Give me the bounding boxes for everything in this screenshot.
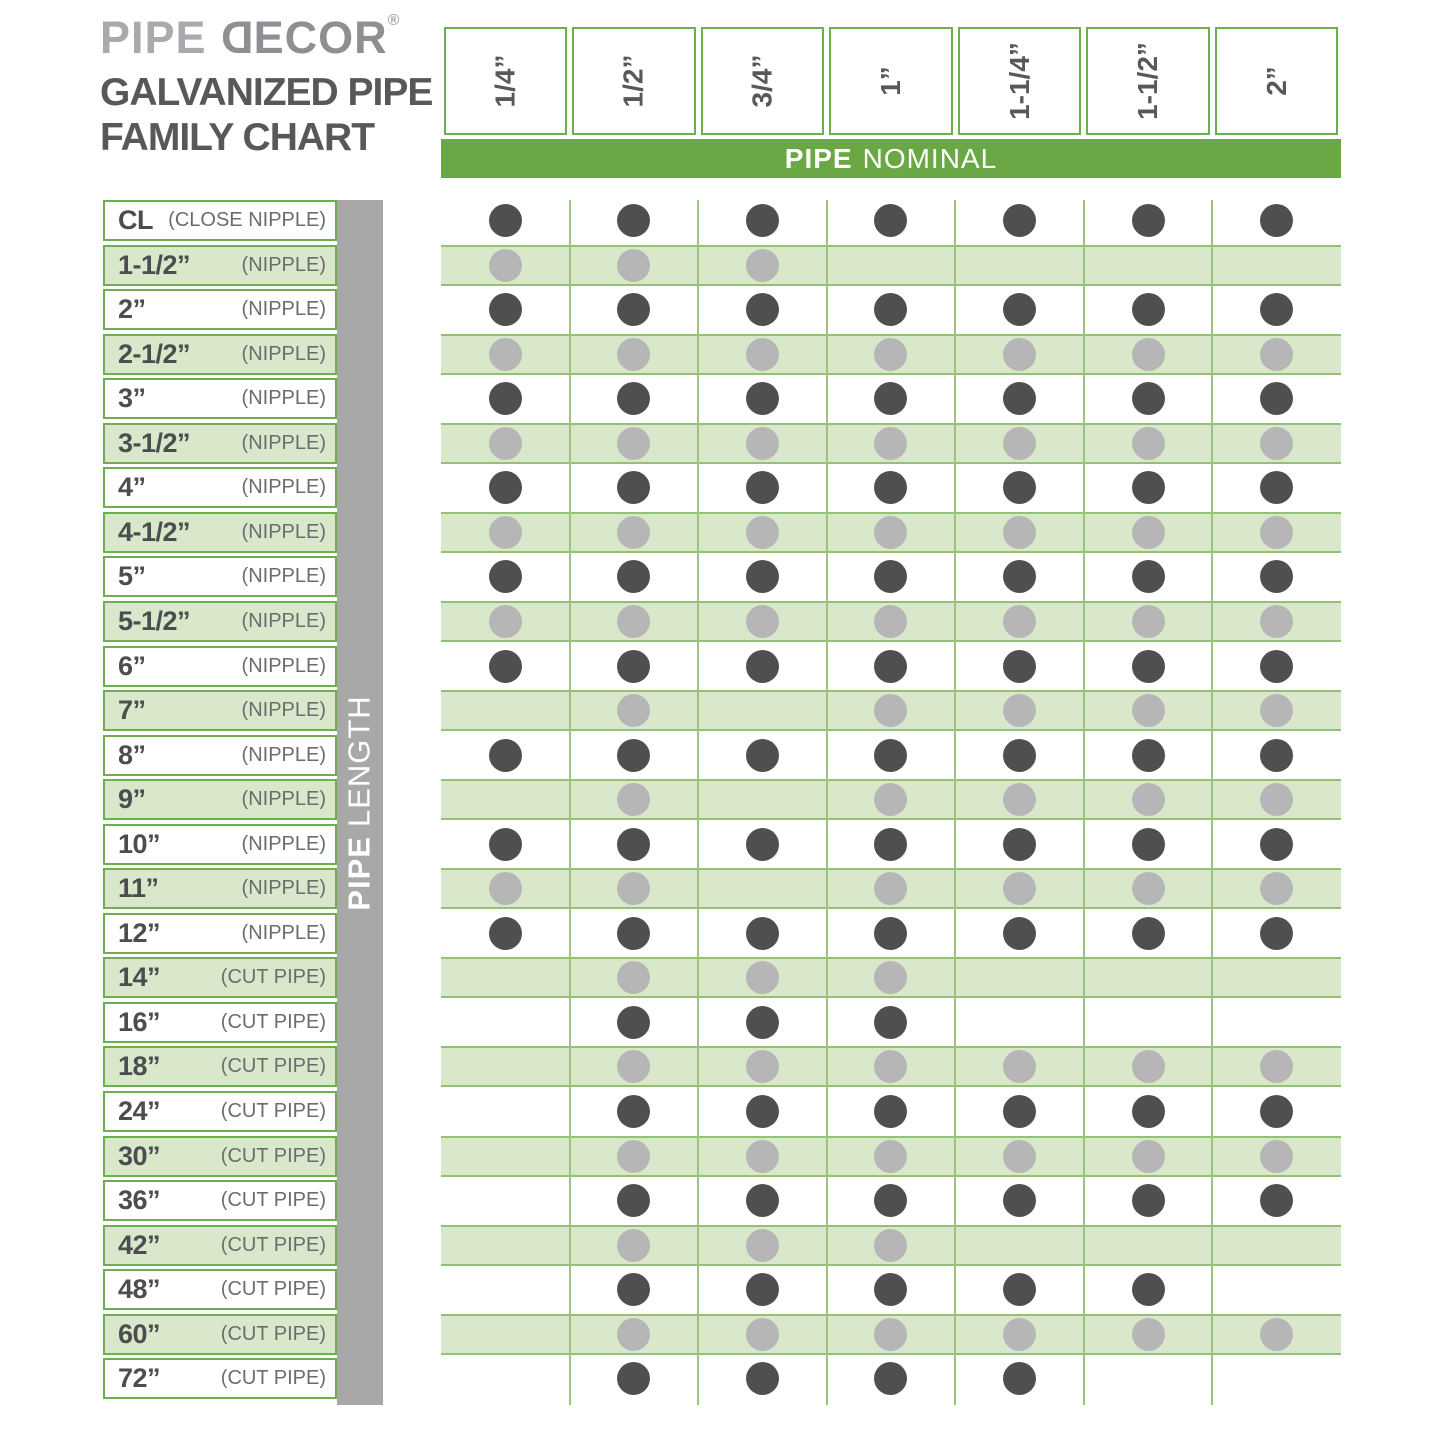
row-length: 3”	[118, 383, 146, 414]
availability-dot	[1260, 338, 1293, 371]
availability-dot	[1132, 1184, 1165, 1217]
availability-dot	[1132, 204, 1165, 237]
row-label-48in	[103, 1269, 337, 1310]
row-length: 6”	[118, 650, 146, 681]
row-kind: (NIPPLE)	[241, 788, 326, 811]
row-label-3in	[103, 378, 337, 419]
availability-dot	[489, 828, 522, 861]
row-kind: (CUT PIPE)	[220, 1233, 326, 1256]
row-kind: (NIPPLE)	[241, 609, 326, 632]
column-separator-line	[954, 200, 956, 1405]
availability-dot	[617, 516, 650, 549]
availability-dot	[1132, 1050, 1165, 1083]
column-header-label: 3/4”	[746, 54, 778, 108]
pipe-length-regular: LENGTH	[342, 694, 377, 827]
availability-dot	[617, 560, 650, 593]
availability-dot	[874, 828, 907, 861]
column-separator-line	[697, 200, 699, 1405]
availability-dot	[1260, 427, 1293, 460]
row-label-7in	[103, 690, 337, 731]
availability-dot	[1132, 739, 1165, 772]
column-header-3	[701, 27, 825, 135]
availability-dot	[1260, 382, 1293, 415]
row-label-5-1/2in	[103, 601, 337, 642]
availability-dot	[746, 204, 779, 237]
availability-dot	[874, 917, 907, 950]
availability-dot	[617, 1095, 650, 1128]
availability-dot	[1132, 605, 1165, 638]
row-length: 3-1/2”	[118, 427, 191, 458]
availability-dot	[1132, 293, 1165, 326]
availability-dot	[874, 1140, 907, 1173]
row-kind: (CUT PIPE)	[220, 1144, 326, 1167]
row-length: 36”	[118, 1185, 161, 1216]
pipe-length-label	[337, 200, 383, 1405]
row-length: 48”	[118, 1274, 161, 1305]
availability-dot	[1003, 427, 1036, 460]
availability-dot	[1003, 382, 1036, 415]
availability-dot	[617, 1362, 650, 1395]
availability-dot	[1260, 471, 1293, 504]
availability-dot	[746, 427, 779, 460]
row-label-12in	[103, 913, 337, 954]
availability-dot	[1003, 917, 1036, 950]
row-label-14in	[103, 957, 337, 998]
availability-dot	[746, 650, 779, 683]
availability-dot	[617, 739, 650, 772]
availability-dot	[746, 471, 779, 504]
availability-dot	[874, 471, 907, 504]
availability-dot	[1003, 1362, 1036, 1395]
availability-dot	[489, 249, 522, 282]
row-label-24in	[103, 1091, 337, 1132]
availability-dot	[1260, 1095, 1293, 1128]
availability-dot	[874, 1006, 907, 1039]
availability-dot	[489, 382, 522, 415]
availability-dot	[746, 1184, 779, 1217]
row-label-42in	[103, 1225, 337, 1266]
column-header-label: 1-1/4”	[1003, 42, 1035, 120]
column-separator-line	[569, 200, 571, 1405]
row-kind: (CUT PIPE)	[220, 1367, 326, 1390]
availability-dot	[489, 293, 522, 326]
availability-dot	[1260, 1184, 1293, 1217]
availability-dot	[489, 560, 522, 593]
availability-dot	[617, 338, 650, 371]
row-kind: (CUT PIPE)	[220, 1189, 326, 1212]
availability-dot	[1132, 1318, 1165, 1351]
availability-dot	[1003, 605, 1036, 638]
row-label-2-1/2in	[103, 334, 337, 375]
brand-logo	[100, 12, 399, 64]
column-header-7	[1215, 27, 1339, 135]
column-separator-line	[1211, 200, 1213, 1405]
availability-dot	[746, 1362, 779, 1395]
row-label-36in	[103, 1180, 337, 1221]
column-header-label: 1-1/2”	[1132, 42, 1164, 120]
column-header-label: 1”	[874, 66, 906, 96]
availability-dot	[1132, 694, 1165, 727]
row-length: 14”	[118, 962, 161, 993]
row-kind: (NIPPLE)	[241, 253, 326, 276]
row-length: 30”	[118, 1140, 161, 1171]
availability-dot	[746, 516, 779, 549]
availability-dot	[489, 516, 522, 549]
row-label-5in	[103, 556, 337, 597]
row-kind: (NIPPLE)	[241, 743, 326, 766]
availability-dot	[617, 1184, 650, 1217]
row-kind: (CUT PIPE)	[220, 1322, 326, 1345]
availability-dot	[1003, 1273, 1036, 1306]
brand-logo-ecor: ECOR	[253, 12, 388, 63]
availability-dot	[489, 650, 522, 683]
page-title-line2: FAMILY CHART	[100, 116, 375, 159]
row-label-30in	[103, 1136, 337, 1177]
availability-dot	[746, 605, 779, 638]
availability-dot	[746, 1006, 779, 1039]
availability-dot	[746, 338, 779, 371]
column-header-1	[444, 27, 568, 135]
column-header-label: 2”	[1260, 66, 1292, 96]
row-label-4-1/2in	[103, 512, 337, 553]
availability-dot	[1132, 338, 1165, 371]
availability-dot	[746, 560, 779, 593]
availability-dot	[746, 293, 779, 326]
row-label-CL	[103, 200, 337, 241]
availability-dot	[1132, 560, 1165, 593]
availability-dot	[617, 1006, 650, 1039]
availability-dot	[1260, 650, 1293, 683]
availability-dot	[1132, 382, 1165, 415]
availability-dot	[1260, 917, 1293, 950]
availability-dot	[746, 382, 779, 415]
row-kind: (CUT PIPE)	[220, 1010, 326, 1033]
brand-logo-mirrored-d: D	[220, 12, 254, 63]
availability-dot	[617, 382, 650, 415]
column-header-4	[829, 27, 953, 135]
row-label-9in	[103, 779, 337, 820]
availability-dot	[746, 1318, 779, 1351]
availability-dot	[1260, 1140, 1293, 1173]
row-label-1-1/2in	[103, 245, 337, 286]
availability-dot	[746, 1140, 779, 1173]
column-header-label: 1/4”	[489, 54, 521, 108]
availability-dot	[1003, 293, 1036, 326]
column-header-6	[1086, 27, 1210, 135]
row-label-4in	[103, 467, 337, 508]
row-kind: (NIPPLE)	[241, 654, 326, 677]
column-header-2	[572, 27, 696, 135]
availability-dot	[1003, 650, 1036, 683]
availability-dot	[1132, 1095, 1165, 1128]
row-length: 7”	[118, 695, 146, 726]
row-stripe	[441, 245, 1341, 286]
availability-dot	[874, 293, 907, 326]
availability-dot	[1003, 1095, 1036, 1128]
row-kind: (NIPPLE)	[241, 699, 326, 722]
availability-dot	[874, 1184, 907, 1217]
pipe-length-bold: PIPE	[342, 835, 377, 911]
availability-dot	[617, 249, 650, 282]
row-length: 8”	[118, 739, 146, 770]
row-label-10in	[103, 824, 337, 865]
availability-dot	[617, 427, 650, 460]
availability-dot	[874, 1273, 907, 1306]
availability-dot	[489, 739, 522, 772]
availability-dot	[1132, 872, 1165, 905]
availability-dot	[1132, 427, 1165, 460]
availability-dot	[1260, 828, 1293, 861]
availability-dot	[1003, 739, 1036, 772]
availability-dot	[1260, 204, 1293, 237]
availability-dot	[874, 1095, 907, 1128]
row-length: 72”	[118, 1363, 161, 1394]
availability-dot	[617, 1229, 650, 1262]
row-kind: (NIPPLE)	[241, 565, 326, 588]
availability-dot	[746, 739, 779, 772]
page-title	[100, 70, 432, 160]
row-label-18in	[103, 1046, 337, 1087]
availability-dot	[1132, 783, 1165, 816]
row-kind: (CUT PIPE)	[220, 1055, 326, 1078]
availability-dot	[1003, 694, 1036, 727]
row-kind: (NIPPLE)	[241, 298, 326, 321]
row-label-8in	[103, 735, 337, 776]
row-length: 18”	[118, 1051, 161, 1082]
row-label-11in	[103, 868, 337, 909]
column-separator-line	[1083, 200, 1085, 1405]
availability-dot	[1003, 828, 1036, 861]
availability-dot	[617, 293, 650, 326]
availability-dot	[874, 560, 907, 593]
availability-dot	[1260, 739, 1293, 772]
row-length: 2”	[118, 294, 146, 325]
row-kind: (NIPPLE)	[241, 921, 326, 944]
availability-dot	[874, 382, 907, 415]
row-length: 24”	[118, 1096, 161, 1126]
availability-dot	[874, 650, 907, 683]
availability-dot	[1132, 828, 1165, 861]
column-header-label: 1/2”	[617, 54, 649, 108]
availability-dot	[489, 204, 522, 237]
row-length: 2-1/2”	[118, 338, 191, 369]
availability-dot	[746, 1229, 779, 1262]
availability-dot	[1132, 471, 1165, 504]
availability-dot	[489, 917, 522, 950]
availability-dot	[1003, 783, 1036, 816]
row-label-60in	[103, 1314, 337, 1355]
availability-dot	[874, 1362, 907, 1395]
availability-dot	[1132, 516, 1165, 549]
row-kind: (NIPPLE)	[241, 387, 326, 410]
availability-dot	[746, 1095, 779, 1128]
row-kind: (CUT PIPE)	[220, 1278, 326, 1301]
registered-mark: ®	[387, 12, 400, 29]
availability-dot	[746, 828, 779, 861]
row-label-2in	[103, 289, 337, 330]
availability-dot	[617, 1140, 650, 1173]
row-length: 9”	[118, 784, 146, 815]
row-length: 5-1/2”	[118, 605, 191, 636]
availability-dot	[746, 917, 779, 950]
row-kind: (CUT PIPE)	[220, 966, 326, 989]
availability-dot	[489, 605, 522, 638]
row-length: 60”	[118, 1318, 161, 1349]
pipe-nominal-regular: NOMINAL	[862, 142, 998, 174]
page-title-line1: GALVANIZED PIPE	[100, 71, 433, 114]
availability-dot	[874, 1229, 907, 1262]
pipe-nominal-bold: PIPE	[784, 142, 853, 174]
availability-dot	[874, 739, 907, 772]
row-length: 1-1/2”	[118, 249, 191, 280]
availability-dot	[617, 204, 650, 237]
availability-dot	[1003, 1184, 1036, 1217]
row-label-72in	[103, 1358, 337, 1399]
row-length: 4”	[118, 472, 146, 503]
row-kind: (NIPPLE)	[241, 520, 326, 543]
availability-dot	[1260, 293, 1293, 326]
availability-dot	[1003, 338, 1036, 371]
availability-dot	[874, 204, 907, 237]
availability-dot	[1003, 471, 1036, 504]
availability-dot	[489, 872, 522, 905]
availability-dot	[1132, 650, 1165, 683]
row-kind: (NIPPLE)	[241, 431, 326, 454]
row-label-16in	[103, 1002, 337, 1043]
column-header-5	[958, 27, 1082, 135]
availability-dot	[1003, 560, 1036, 593]
row-label-3-1/2in	[103, 423, 337, 464]
row-kind: (NIPPLE)	[241, 342, 326, 365]
row-length: 12”	[118, 917, 161, 948]
availability-dot	[874, 338, 907, 371]
row-length: CL	[118, 205, 153, 235]
availability-dot	[1260, 605, 1293, 638]
row-length: 10”	[118, 828, 161, 859]
availability-dot	[1132, 1140, 1165, 1173]
availability-dot	[617, 471, 650, 504]
row-length: 42”	[118, 1229, 161, 1260]
availability-dot	[1132, 917, 1165, 950]
brand-logo-pipe: PIPE	[100, 12, 207, 63]
availability-dot	[1260, 560, 1293, 593]
availability-dot	[1260, 516, 1293, 549]
row-kind: (NIPPLE)	[241, 877, 326, 900]
availability-dot	[1132, 1273, 1165, 1306]
row-length: 16”	[118, 1006, 161, 1037]
availability-dot	[746, 1273, 779, 1306]
row-kind: (NIPPLE)	[241, 476, 326, 499]
column-separator-line	[826, 200, 828, 1405]
availability-dot	[1003, 1318, 1036, 1351]
availability-dot	[1003, 1140, 1036, 1173]
row-length: 11”	[118, 873, 159, 904]
row-label-6in	[103, 646, 337, 687]
row-kind: (CUT PIPE)	[220, 1100, 326, 1122]
row-kind: (NIPPLE)	[241, 832, 326, 855]
pipe-nominal-bar	[441, 139, 1341, 178]
availability-dot	[746, 249, 779, 282]
availability-dot	[617, 650, 650, 683]
row-length: 4-1/2”	[118, 516, 191, 547]
row-kind: (CLOSE NIPPLE)	[168, 209, 326, 231]
availability-dot	[617, 828, 650, 861]
availability-dot	[489, 471, 522, 504]
availability-dot	[617, 1318, 650, 1351]
availability-dot	[489, 338, 522, 371]
availability-dot	[617, 917, 650, 950]
availability-dot	[1003, 204, 1036, 237]
availability-dot	[617, 1273, 650, 1306]
availability-dot	[1003, 516, 1036, 549]
availability-dot	[1260, 1318, 1293, 1351]
availability-dot	[489, 427, 522, 460]
row-length: 5”	[118, 561, 146, 592]
